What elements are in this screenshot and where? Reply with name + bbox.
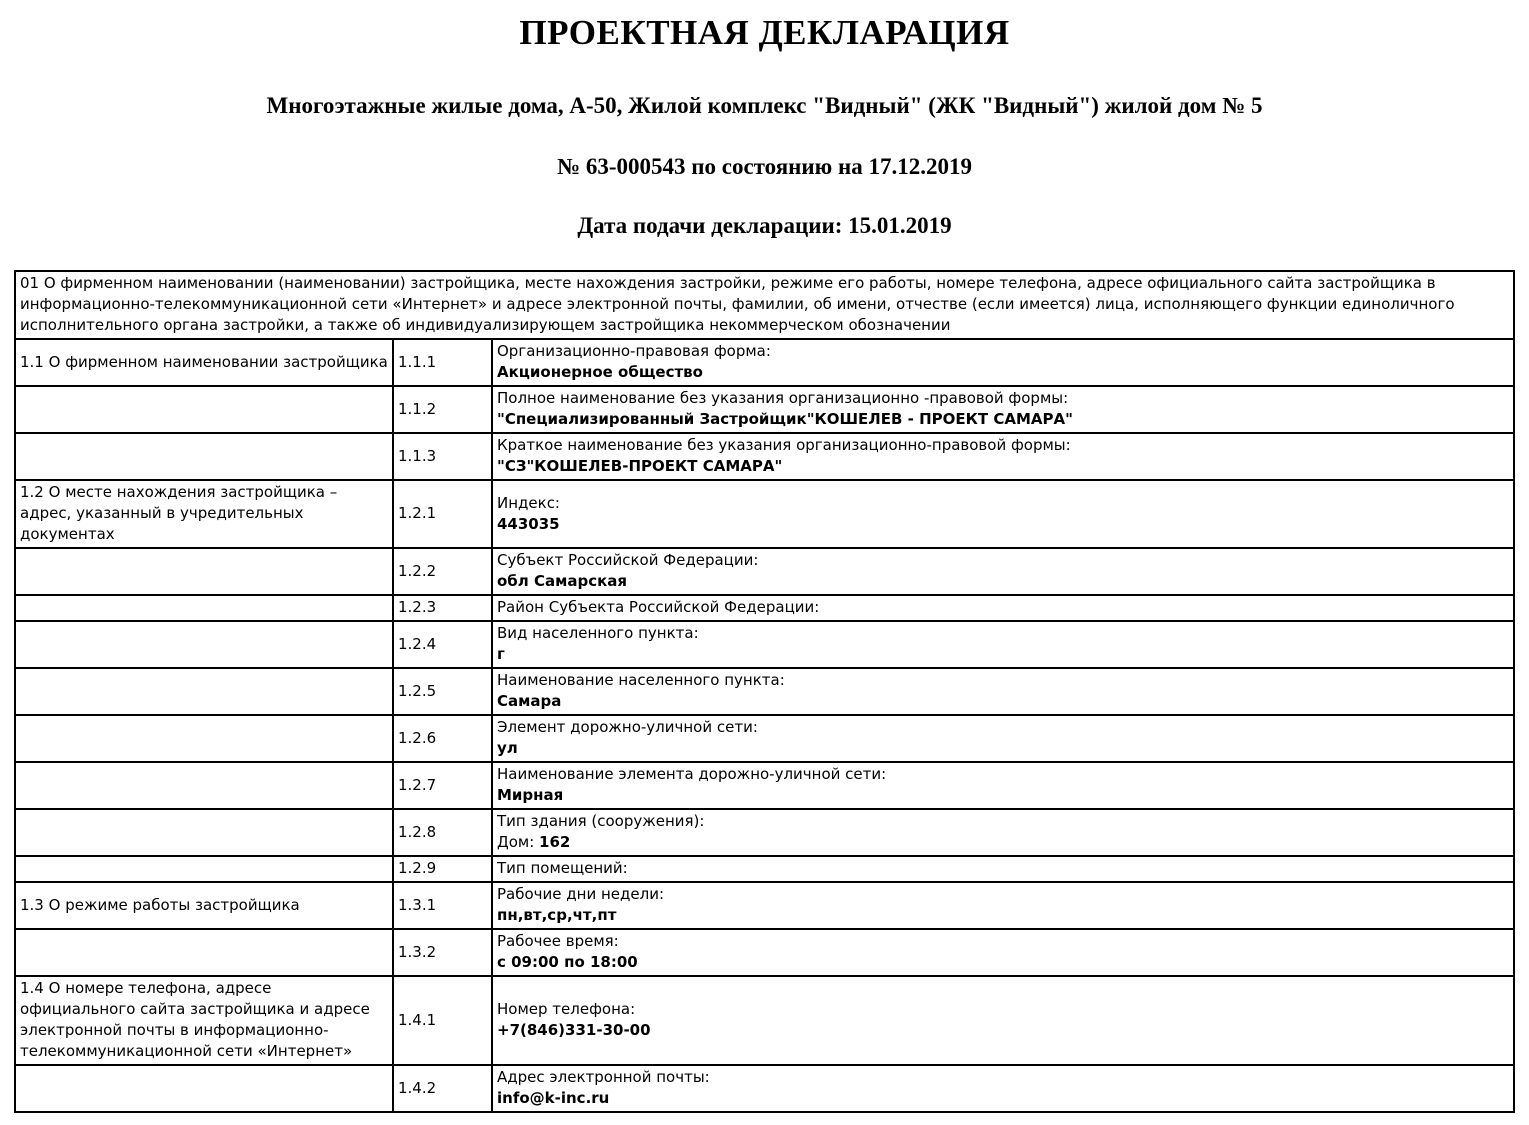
table-row [15,976,1514,1065]
item-number-cell: 1.2.9 [393,856,492,882]
table-row [15,929,1514,976]
section-title-cell [15,433,393,480]
field-label: Наименование элемента дорожно-уличной сети: [497,765,887,783]
field-value-line [497,644,1509,665]
item-number-cell: 1.2.5 [393,668,492,715]
section-header-row [15,271,1514,339]
item-number-cell: 1.2.8 [393,809,492,856]
field-cell [492,621,1514,668]
item-number-cell: 1.2.1 [393,480,492,548]
item-number-cell: 1.4.2 [393,1065,492,1112]
section-title-cell [15,856,393,882]
field-label: Номер телефона: [497,1000,636,1018]
field-value: г [497,645,505,663]
item-number-cell: 1.1.1 [393,339,492,386]
section-title-cell [15,762,393,809]
field-value-line [497,785,1509,806]
item-number-cell: 1.2.6 [393,715,492,762]
field-cell [492,668,1514,715]
field-label: Рабочее время: [497,932,619,950]
field-label: Краткое наименование без указания организационно-правовой формы: [497,436,1071,454]
field-value-line [497,1020,1509,1041]
field-value-prefix: Дом: [497,833,540,851]
item-number-cell: 1.1.3 [393,433,492,480]
field-label: Организационно-правовая форма: [497,342,771,360]
item-number-cell: 1.3.2 [393,929,492,976]
section-title-cell: 1.1 О фирменном наименовании застройщика [15,339,393,386]
field-value-line [497,952,1509,973]
declaration-date: Дата подачи декларации: 15.01.2019 [577,213,952,238]
field-value: Акционерное общество [497,363,703,381]
field-label: Полное наименование без указания организационно -правовой формы: [497,389,1069,407]
table-row [15,548,1514,595]
table-row [15,762,1514,809]
section-title-cell [15,809,393,856]
table-row [15,386,1514,433]
field-cell [492,929,1514,976]
field-label: Тип здания (сооружения): [497,812,705,830]
table-row [15,809,1514,856]
section-title-cell [15,621,393,668]
field-value-line [497,514,1509,535]
field-label: Элемент дорожно-уличной сети: [497,718,758,736]
table-row [15,595,1514,621]
field-value: ул [497,739,518,757]
field-cell [492,882,1514,929]
field-value: с 09:00 по 18:00 [497,953,638,971]
field-label: Субъект Российской Федерации: [497,551,759,569]
section-title-cell [15,929,393,976]
field-value-line [497,691,1509,712]
field-cell [492,762,1514,809]
item-number-cell: 1.2.3 [393,595,492,621]
item-number-cell: 1.3.1 [393,882,492,929]
field-cell [492,856,1514,882]
item-number-cell: 1.4.1 [393,976,492,1065]
field-cell [492,548,1514,595]
table-row [15,668,1514,715]
field-label: Район Субъекта Российской Федерации: [497,598,820,616]
field-value-line [497,571,1509,592]
field-cell [492,809,1514,856]
page-title: ПРОЕКТНАЯ ДЕКЛАРАЦИЯ [519,13,1010,52]
field-cell [492,715,1514,762]
field-value-line [497,738,1509,759]
table-row [15,480,1514,548]
field-value: "Специализированный Застройщик"КОШЕЛЕВ - ПРОЕКТ САМАРА" [497,410,1073,428]
field-value: +7(846)331-30-00 [497,1021,651,1039]
table-row [15,882,1514,929]
field-value-line [497,409,1509,430]
table-row [15,433,1514,480]
field-label: Адрес электронной почты: [497,1068,710,1086]
field-cell [492,339,1514,386]
declaration-table [14,270,1515,1113]
section-title-cell [15,715,393,762]
field-value: info@k-inc.ru [497,1089,610,1107]
table-row [15,339,1514,386]
section-title-cell [15,548,393,595]
item-number-cell: 1.2.4 [393,621,492,668]
section-title-cell: 1.3 О режиме работы застройщика [15,882,393,929]
table-body [15,271,1514,1112]
declaration-number: № 63-000543 по состоянию на 17.12.2019 [556,154,973,179]
section-title-cell [15,668,393,715]
field-value: Мирная [497,786,564,804]
field-value: пн,вт,ср,чт,пт [497,906,617,924]
field-label: Рабочие дни недели: [497,885,664,903]
field-value: обл Самарская [497,572,628,590]
field-label: Тип помещений: [497,859,628,877]
field-value: "СЗ"КОШЕЛЕВ-ПРОЕКТ САМАРА" [497,457,783,475]
section-title-cell [15,386,393,433]
item-number-cell: 1.1.2 [393,386,492,433]
table-row [15,621,1514,668]
table-row [15,856,1514,882]
item-number-cell: 1.2.2 [393,548,492,595]
field-value: Самара [497,692,562,710]
field-cell [492,480,1514,548]
field-label: Индекс: [497,493,560,512]
section-title-cell [15,1065,393,1112]
field-value-line [497,832,1509,853]
field-cell [492,386,1514,433]
field-cell [492,595,1514,621]
field-value-line [497,456,1509,477]
table-row [15,715,1514,762]
section-title-cell [15,595,393,621]
field-value-line [497,362,1509,383]
project-subtitle: Многоэтажные жилые дома, А-50, Жилой комплекс "Видный" (ЖК "Видный") жилой дом № 5 [266,93,1263,118]
item-number-cell: 1.2.7 [393,762,492,809]
field-value: 162 [539,833,571,851]
field-cell [492,976,1514,1065]
section-title-cell: 1.4 О номере телефона, адресе официального сайта застройщика и адресе электронной почты в информационно-телекоммуникационной сети «Интернет» [15,976,393,1065]
field-value-line [497,1088,1509,1109]
field-label: Наименование населенного пункта: [497,671,785,689]
field-label: Вид населенного пункта: [497,624,699,642]
section-title-cell: 1.2 О месте нахождения застройщика – адрес, указанный в учредительных документах [15,480,393,548]
table-row [15,1065,1514,1112]
field-cell [492,433,1514,480]
field-value: 443035 [497,514,560,533]
document-header [0,0,1529,239]
field-value-line [497,905,1509,926]
section-header-text: 01 О фирменном наименовании (наименовании) застройщика, месте нахождения застройки, режиме его работы, номере телефона, адресе официального сайта застройщика в информационно-телекоммуникационной сети «Интернет» и адресе электронной почты, фамилии, об имени, отчестве (если имеется) лица, исполняющего функции единоличного исполнительного органа застройки, а также об индивидуализирующем застройщика некоммерческом обозначении [15,271,1514,339]
field-cell [492,1065,1514,1112]
